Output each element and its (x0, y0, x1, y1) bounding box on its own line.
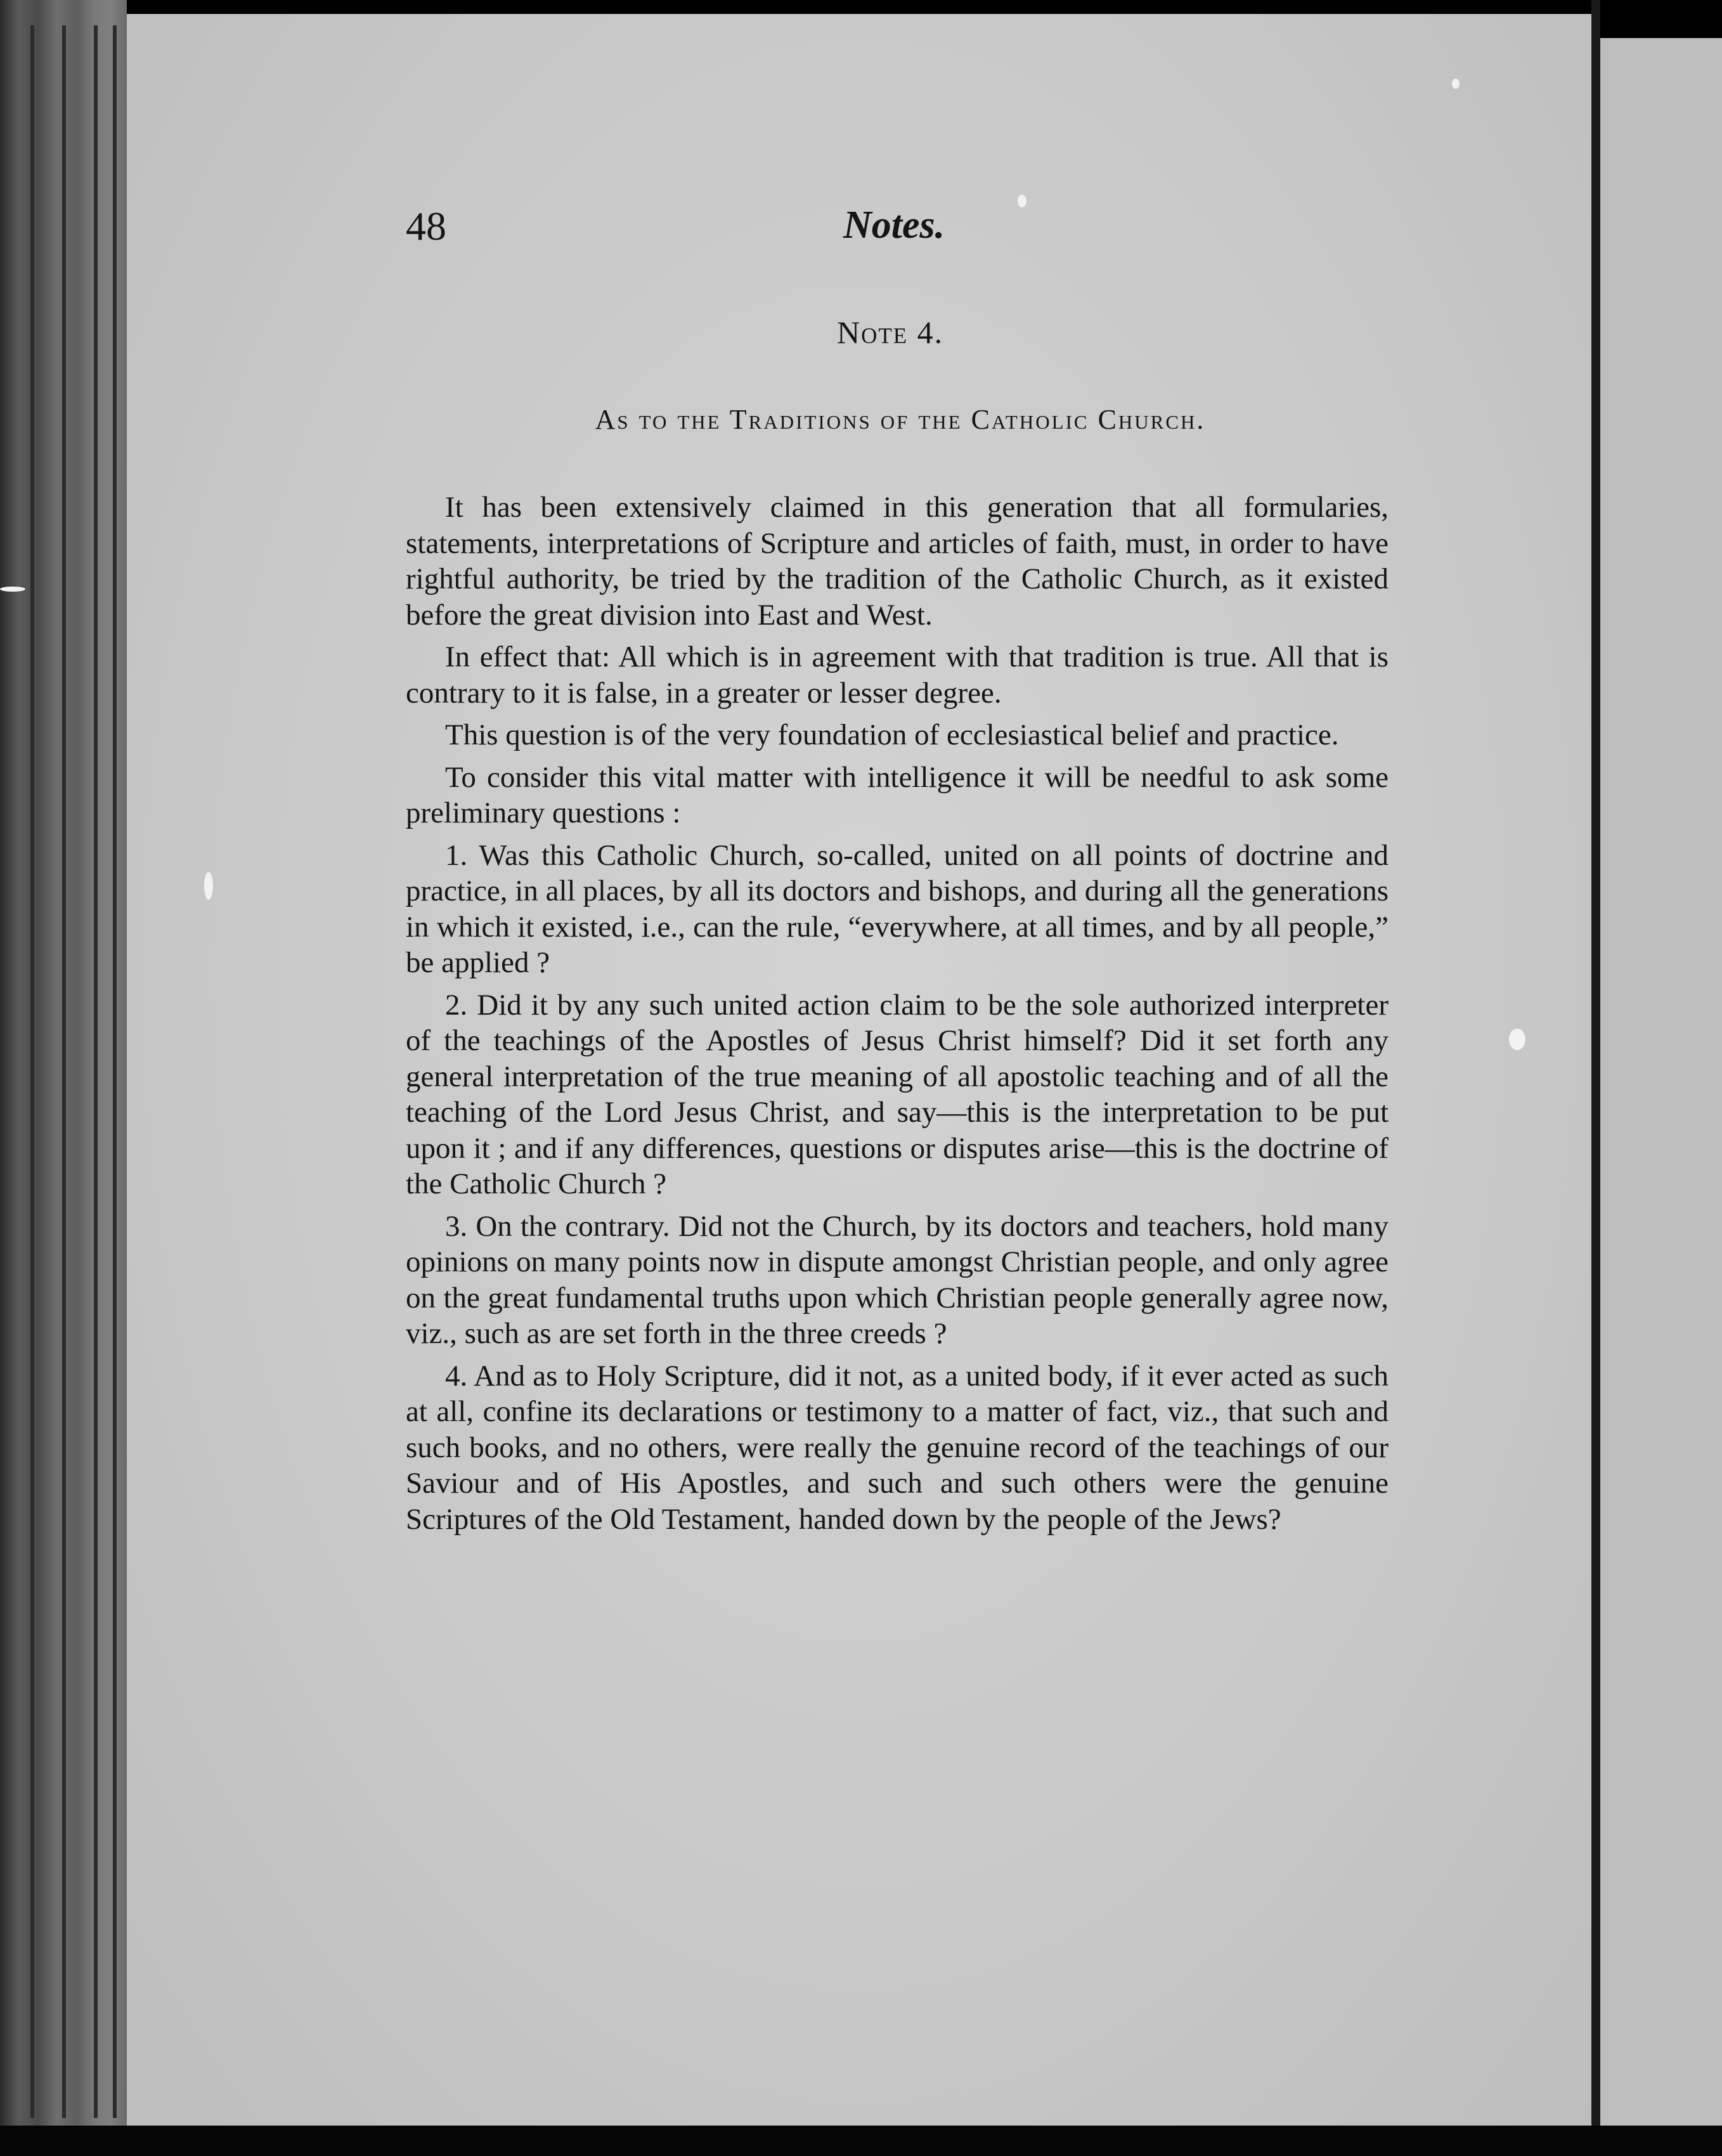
paragraph: In effect that: All which is in agreement with that tradition is true. All that is contrary to it is false, in a greater or lesser degree. (406, 640, 1389, 710)
book-edge (0, 0, 127, 2156)
scan-speck (0, 587, 25, 592)
paragraph-question-2: 2. Did it by any such united action claim to be the sole authorized interpreter of the teachings of the Apostles of Jesus Christ himself? Did it set forth any general interpretation of the true meaning of all apostolic teaching and of all the teaching of the Lord Jesus Christ, and say—this is the interpretation to be put upon it ; and if any differences, questions or disputes arise—this is the doctrine of the Catholic Church ? (406, 988, 1389, 1200)
body-text (406, 490, 1389, 1543)
paragraph: This question is of the very foundation of ecclesiastical belief and practice. (445, 718, 1339, 751)
running-title: Notes. (843, 204, 945, 247)
paragraph-question-4: 4. And as to Holy Scripture, did it not, as a united body, if it ever acted as such at all, confine its declarations or testimony to a matter of fact, viz., that such and such books, and no others, were really the genuine record of the teachings of our Saviour and of His Apostles, and such and such others were the genuine Scriptures of the Old Testament, handed down by the people of the Jews? (406, 1359, 1389, 1536)
running-head (406, 203, 1395, 254)
paragraph: To consider this vital matter with intelligence it will be needful to ask some preliminary questions : (406, 760, 1389, 829)
scan-border (0, 2126, 1722, 2156)
section-title: As to the Traditions of the Catholic Church. (595, 404, 1206, 435)
edge-line (94, 25, 98, 2118)
note-heading: Note 4. (837, 315, 944, 350)
edge-line (113, 25, 117, 2118)
page-number: 48 (406, 204, 446, 249)
paragraph: It has been extensively claimed in this generation that all formularies, statements, interpretations of Scripture and articles of faith, must, in order to have rightful authority, be tried by the tradition of the Catholic Church, as it existed before the great division into East and West. (406, 491, 1389, 632)
facing-page-edge (1600, 38, 1722, 2131)
edge-line (62, 25, 66, 2118)
paragraph-question-1: 1. Was this Catholic Church, so-called, united on all points of doctrine and practice, in all places, by all its doctors and bishops, and during all the generations in which it existed, i.e., can the rule, “everywhere, at all times, and by all people,” be applied ? (406, 838, 1389, 979)
edge-line (30, 25, 34, 2118)
page-gutter (1591, 0, 1600, 2156)
scan-speck (1452, 79, 1460, 89)
scan-speck (1509, 1029, 1525, 1050)
paragraph-question-3: 3. On the contrary. Did not the Church, by its doctors and teachers, hold many opinions on many points now in dispute amongst Christian people, and only agree on the great fundamental truths upon which Christian people generally agree now, viz., such as are set forth in the three creeds ? (406, 1209, 1389, 1350)
scan-speck (204, 872, 213, 900)
